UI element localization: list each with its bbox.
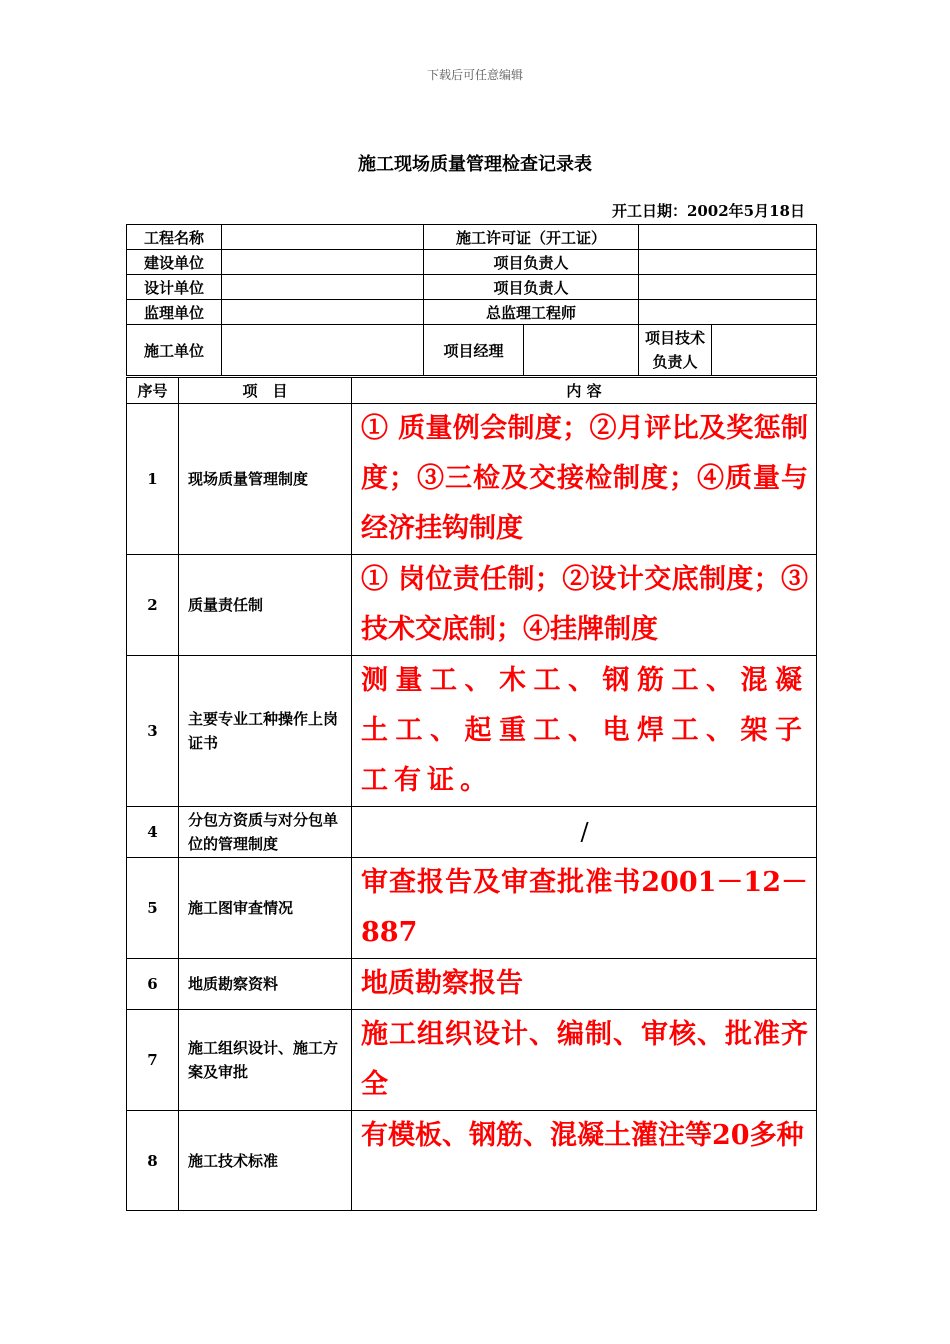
tech-lead-label-line-2: 负责人 xyxy=(652,353,698,371)
document-title: 施工现场质量管理检查记录表 xyxy=(358,154,592,175)
header-no: 序号 xyxy=(127,378,179,404)
row-number: 4 xyxy=(127,807,179,858)
tech-lead-value[interactable] xyxy=(712,325,817,376)
info-row-builder xyxy=(127,250,817,275)
row-content[interactable]: 审查报告及审查批准书2001－12－887 xyxy=(352,858,817,959)
table-row xyxy=(127,858,817,959)
header-item: 项 目 xyxy=(179,378,352,404)
row-content[interactable]: ① 质量例会制度；②月评比及奖惩制度；③三检及交接检制度；④质量与经济挂钩制度 xyxy=(352,404,817,555)
row-content[interactable]: / xyxy=(352,807,817,858)
row-number: 1 xyxy=(127,404,179,555)
info-row-project xyxy=(127,225,817,250)
info-row-design xyxy=(127,275,817,300)
design-pm-label: 项目负责人 xyxy=(424,275,639,300)
project-name-label: 工程名称 xyxy=(127,225,222,250)
row-content[interactable]: 测量工、木工、钢筋工、混凝土工、起重工、电焊工、架子工有证。 xyxy=(352,656,817,807)
table-row xyxy=(127,404,817,555)
row-content[interactable]: 施工组织设计、编制、审核、批准齐全 xyxy=(352,1010,817,1111)
construction-label: 施工单位 xyxy=(127,325,222,376)
row-number: 5 xyxy=(127,858,179,959)
row-number: 7 xyxy=(127,1010,179,1111)
info-row-construction xyxy=(127,325,817,376)
design-value[interactable] xyxy=(222,275,424,300)
row-content[interactable]: ① 岗位责任制；②设计交底制度；③技术交底制；④挂牌制度 xyxy=(352,555,817,656)
row-item: 施工技术标准 xyxy=(179,1111,352,1211)
row-item: 分包方资质与对分包单位的管理制度 xyxy=(179,807,352,858)
row-number: 3 xyxy=(127,656,179,807)
tech-lead-label-line-1: 项目技术 xyxy=(645,329,706,347)
chief-supervisor-label: 总监理工程师 xyxy=(424,300,639,325)
row-item: 施工组织设计、施工方案及审批 xyxy=(179,1010,352,1111)
tech-lead-label xyxy=(639,325,712,376)
watermark-text: 下载后可任意编辑 xyxy=(426,68,523,82)
design-label: 设计单位 xyxy=(127,275,222,300)
permit-label: 施工许可证（开工证） xyxy=(424,225,639,250)
table-row xyxy=(127,555,817,656)
builder-pm-value[interactable] xyxy=(639,250,817,275)
table-row xyxy=(127,1111,817,1211)
chief-supervisor-value[interactable] xyxy=(639,300,817,325)
table-row xyxy=(127,807,817,858)
header-content: 内 容 xyxy=(352,378,817,404)
row-content[interactable]: 有模板、钢筋、混凝土灌注等20多种 xyxy=(352,1111,817,1211)
permit-value[interactable] xyxy=(639,225,817,250)
table-row xyxy=(127,656,817,807)
row-content[interactable]: 地质勘察报告 xyxy=(352,959,817,1010)
table-row xyxy=(127,959,817,1010)
construction-value[interactable] xyxy=(222,325,424,376)
row-number: 8 xyxy=(127,1111,179,1211)
row-number: 6 xyxy=(127,959,179,1010)
row-item: 地质勘察资料 xyxy=(179,959,352,1010)
supervision-label: 监理单位 xyxy=(127,300,222,325)
builder-label: 建设单位 xyxy=(127,250,222,275)
row-item: 质量责任制 xyxy=(179,555,352,656)
start-date: 开工日期：2002年5月18日 xyxy=(611,202,805,220)
info-row-supervision xyxy=(127,300,817,325)
project-manager-label: 项目经理 xyxy=(424,325,524,376)
project-manager-value[interactable] xyxy=(524,325,639,376)
items-header-row xyxy=(127,378,817,404)
row-number: 2 xyxy=(127,555,179,656)
inspection-items-table xyxy=(126,377,817,1211)
builder-value[interactable] xyxy=(222,250,424,275)
table-row xyxy=(127,1010,817,1111)
project-name-value[interactable] xyxy=(222,225,424,250)
builder-pm-label: 项目负责人 xyxy=(424,250,639,275)
row-item: 施工图审查情况 xyxy=(179,858,352,959)
design-pm-value[interactable] xyxy=(639,275,817,300)
supervision-value[interactable] xyxy=(222,300,424,325)
row-item: 现场质量管理制度 xyxy=(179,404,352,555)
row-item: 主要专业工种操作上岗证书 xyxy=(179,656,352,807)
project-info-table xyxy=(126,224,817,376)
